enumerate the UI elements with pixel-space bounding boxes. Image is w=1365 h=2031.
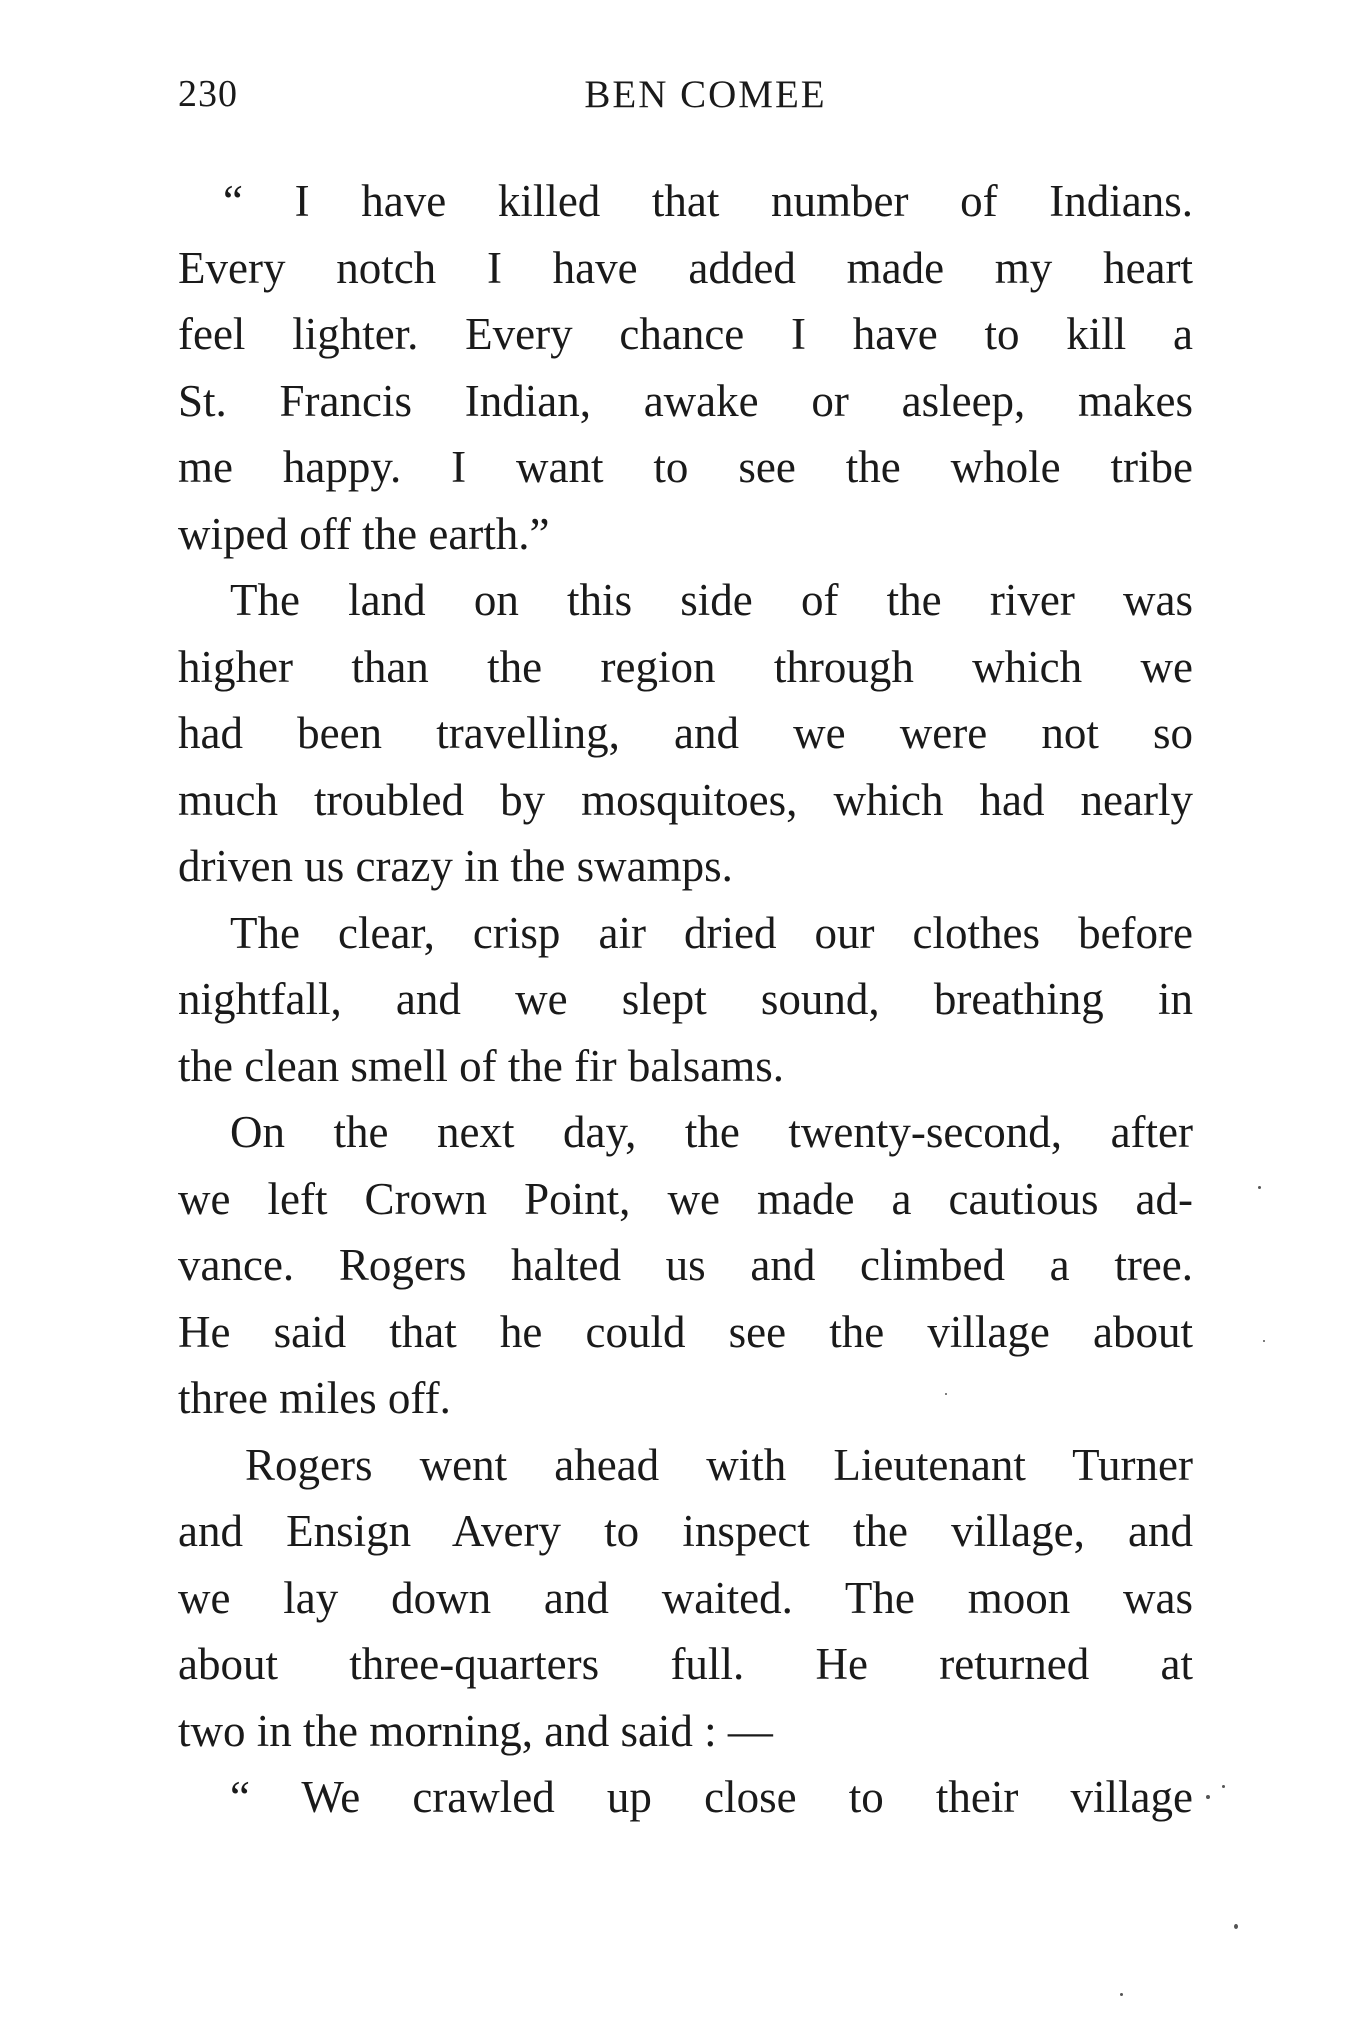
text-line: the clean smell of the fir balsams.: [178, 1040, 785, 1091]
text-line: The clear, crisp air dried our clothes before: [230, 907, 1193, 958]
scan-speck: [1222, 1785, 1225, 1788]
text-line: nightfall, and we slept sound, breathing in: [178, 974, 1193, 1024]
text-line: St. Francis Indian, awake or asleep, makes: [178, 375, 1193, 426]
page-number: 230: [178, 73, 238, 115]
text-line: me happy. I want to see the whole tribe: [178, 442, 1193, 492]
scan-speck: [945, 1393, 947, 1395]
text-line: Rogers went ahead with Lieutenant Turner: [245, 1439, 1193, 1490]
text-line: wiped off the earth.”: [178, 508, 550, 559]
text-line: three miles off.: [178, 1373, 451, 1423]
text-line: much troubled by mosquitoes, which had nearly: [178, 774, 1193, 825]
text-line: The land on this side of the river was: [230, 575, 1193, 625]
text-line: “ I have killed that number of Indians.: [223, 176, 1193, 226]
text-line: we left Crown Point, we made a cautious ad-: [178, 1173, 1193, 1224]
text-line: and Ensign Avery to inspect the village, and: [178, 1506, 1193, 1556]
text-line: vance. Rogers halted us and climbed a tree.: [178, 1240, 1193, 1290]
text-line: On the next day, the twenty-second, after: [230, 1107, 1193, 1157]
running-title: BEN COMEE: [584, 73, 827, 116]
text-line: He said that he could see the village about: [178, 1306, 1193, 1357]
text-line: higher than the region through which we: [178, 641, 1193, 692]
text-line: feel lighter. Every chance I have to kill a: [178, 309, 1193, 359]
scan-speck: [1258, 1186, 1261, 1189]
text-line: “ We crawled up close to their village: [230, 1772, 1193, 1822]
scan-speck: [1120, 1993, 1123, 1996]
body-text: [178, 168, 1193, 1831]
scan-speck: [1263, 1340, 1265, 1342]
text-line: had been travelling, and we were not so: [178, 708, 1193, 758]
text-line: about three-quarters full. He returned at: [178, 1639, 1193, 1689]
scan-speck: [1206, 1795, 1210, 1799]
scan-speck: [1234, 1924, 1238, 1929]
text-line: two in the morning, and said : —: [178, 1705, 773, 1756]
text-line: driven us crazy in the swamps.: [178, 841, 733, 891]
running-head: [178, 72, 1193, 122]
text-line: Every notch I have added made my heart: [178, 242, 1193, 293]
text-line: we lay down and waited. The moon was: [178, 1572, 1193, 1623]
